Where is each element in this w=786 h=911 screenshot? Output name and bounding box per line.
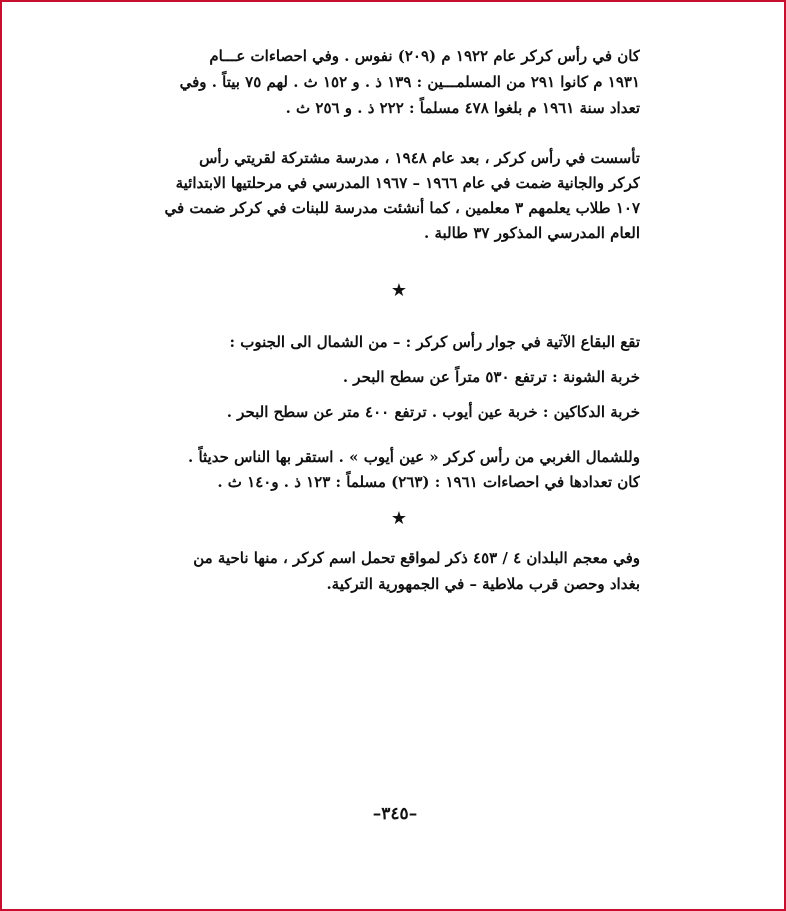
star-separator-icon: ★ (390, 280, 408, 301)
text-line: بغداد وحصن قرب ملاطية – في الجمهورية التركية. (326, 575, 640, 593)
text-line: ١٩٣١ م كانوا ٢٩١ من المسلمـــين : ١٣٩ ذ . و ١٥٢ ث . لهم ٧٥ بيتاً . وفي (179, 73, 640, 91)
page-number: –٣٤٥– (372, 804, 418, 824)
text-line: تأسست في رأس كركر ، بعد عام ١٩٤٨ ، مدرسة مشتركة لقريتي رأس (199, 149, 640, 167)
text-line: ١٠٧ طلاب يعلمهم ٣ معلمين ، كما أنشئت مدرسة للبنات في كركر ضمت في (164, 199, 640, 217)
text-line: خربة الشونة : ترتفع ٥٣٠ متراً عن سطح البحر . (342, 368, 640, 386)
text-line: وللشمال الغربي من رأس كركر « عين أيوب » . استقر بها الناس حديثاً . (188, 448, 640, 466)
paragraph-population (144, 43, 640, 121)
text-line: كان في رأس كركر عام ١٩٢٢ م (٢٠٩) نفوس . وفي احصاءات عـــام (209, 47, 640, 65)
text-line: كان تعدادها في احصاءات ١٩٦١ : (٢٦٣) مسلماً : ١٢٣ ذ . و١٤٠ ث . (217, 473, 640, 491)
paragraph-mujam-al-buldan (144, 545, 640, 597)
paragraph-schools (144, 146, 640, 246)
star-separator-icon: ★ (390, 508, 408, 529)
paragraph-nearby-places (144, 325, 640, 430)
text-line: العام المدرسي المذكور ٣٧ طالبة . (424, 224, 640, 242)
text-line: كركر والجانية ضمت في عام ١٩٦٦ – ١٩٦٧ المدرسي في مرحلتيها الابتدائية (175, 174, 640, 192)
text-line: خربة الدكاكين : خربة عين أيوب . ترتفع ٤٠٠ متر عن سطح البحر . (226, 403, 640, 421)
text-line: تقع البقاع الآتية في جوار رأس كركر : – من الشمال الى الجنوب : (229, 333, 640, 351)
text-line: تعداد سنة ١٩٦١ م بلغوا ٤٧٨ مسلماً : ٢٢٢ ذ . و ٢٥٦ ث . (285, 99, 640, 117)
text-line: وفي معجم البلدان ٤ / ٤٥٣ ذكر لمواقع تحمل اسم كركر ، منها ناحية من (193, 549, 640, 567)
paragraph-ain-ayyub (144, 445, 640, 495)
